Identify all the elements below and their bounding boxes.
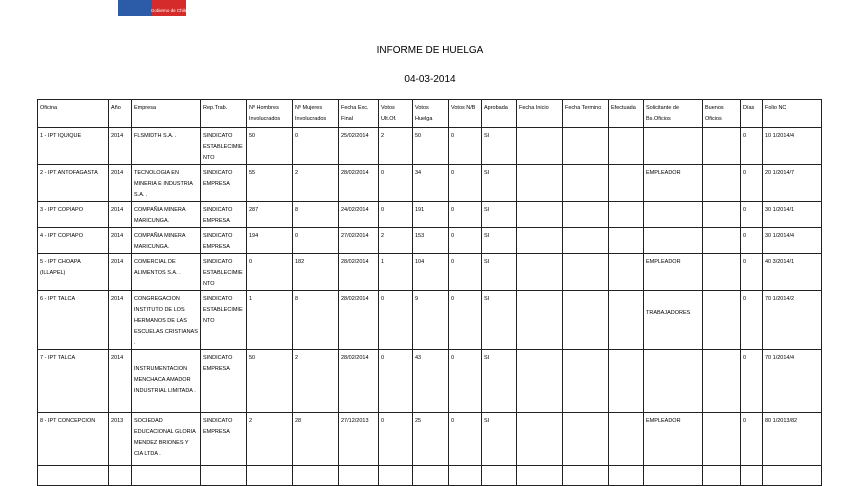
table-cell: 2014 xyxy=(109,128,132,165)
table-cell: 0 xyxy=(379,413,413,466)
table-cell: 24/02/2014 xyxy=(339,202,379,228)
table-cell: SI xyxy=(482,128,517,165)
table-cell: SINDICATO EMPRESA xyxy=(201,413,247,466)
table-cell: 70 1/2014/2 xyxy=(763,291,822,350)
column-header: Oficina xyxy=(38,100,109,128)
column-header: Fecha Inicio xyxy=(517,100,563,128)
table-cell: SINDICATO EMPRESA xyxy=(201,165,247,202)
table-cell: 28/02/2014 xyxy=(339,165,379,202)
table-cell xyxy=(703,202,741,228)
column-header: Año xyxy=(109,100,132,128)
column-header: Fecha Termino xyxy=(563,100,609,128)
table-cell: 34 xyxy=(413,165,449,202)
table-cell: 70 1/2014/4 xyxy=(763,350,822,413)
table-row xyxy=(38,228,822,254)
table-cell xyxy=(741,466,763,486)
table-cell xyxy=(609,291,644,350)
table-cell: 8 xyxy=(293,291,339,350)
table-cell: TECNOLOGIA EN MINERIA E INDUSTRIA S.A. . xyxy=(132,165,201,202)
table-cell xyxy=(201,466,247,486)
table-cell: SI xyxy=(482,254,517,291)
table-cell: 2 - IPT ANTOFAGASTA xyxy=(38,165,109,202)
table-cell xyxy=(609,466,644,486)
table-cell: 0 xyxy=(449,350,482,413)
table-cell xyxy=(482,466,517,486)
table-cell xyxy=(563,202,609,228)
table-cell: SI xyxy=(482,350,517,413)
table-cell: 0 xyxy=(247,254,293,291)
column-header: Aprobada xyxy=(482,100,517,128)
table-cell: 2014 xyxy=(109,228,132,254)
table-cell: 8 - IPT CONCEPCION xyxy=(38,413,109,466)
table-cell: 2013 xyxy=(109,413,132,466)
table-cell: SINDICATO ESTABLECIMIENTO xyxy=(201,254,247,291)
table-cell: SINDICATO ESTABLECIMIENTO xyxy=(201,128,247,165)
table-cell: 80 1/2013/82 xyxy=(763,413,822,466)
gobierno-logo xyxy=(118,0,186,16)
table-cell: EMPLEADOR xyxy=(644,254,703,291)
logo-blue-block xyxy=(118,0,152,16)
table-cell: 153 xyxy=(413,228,449,254)
table-cell xyxy=(449,466,482,486)
table-cell: 182 xyxy=(293,254,339,291)
table-cell: 191 xyxy=(413,202,449,228)
table-cell: 27/12/2013 xyxy=(339,413,379,466)
table-cell: 0 xyxy=(741,350,763,413)
table-cell: 0 xyxy=(379,350,413,413)
table-cell: 40 3/2014/1 xyxy=(763,254,822,291)
table-row xyxy=(38,202,822,228)
table-header-row xyxy=(38,100,822,128)
table-cell xyxy=(703,254,741,291)
table-cell xyxy=(609,128,644,165)
column-header: Votos Ult.Of. xyxy=(379,100,413,128)
table-cell: 1 xyxy=(379,254,413,291)
table-cell: 6 - IPT TALCA xyxy=(38,291,109,350)
table-cell: 1 xyxy=(247,291,293,350)
table-cell: 0 xyxy=(741,228,763,254)
table-cell: 0 xyxy=(741,202,763,228)
table-cell: SI xyxy=(482,413,517,466)
column-header: Rep.Trab. xyxy=(201,100,247,128)
report-title: INFORME DE HUELGA xyxy=(376,45,484,56)
table-cell: 3 - IPT COPIAPO xyxy=(38,202,109,228)
table-cell: 0 xyxy=(379,165,413,202)
table-cell: SINDICATO EMPRESA xyxy=(201,202,247,228)
table-cell: EMPLEADOR xyxy=(644,165,703,202)
column-header: Solicitante de Bs.Oficios xyxy=(644,100,703,128)
table-row xyxy=(38,165,822,202)
table-cell: SI xyxy=(482,228,517,254)
table-cell: COMPAÑIA MINERA MARICUNGA. xyxy=(132,202,201,228)
logo-text: Gobierno de Chile xyxy=(152,0,186,16)
column-header: Nº Hombres Involucrados xyxy=(247,100,293,128)
table-cell: 2 xyxy=(247,413,293,466)
table-cell: SINDICATO ESTABLECIMIENTO xyxy=(201,291,247,350)
table-cell xyxy=(517,291,563,350)
table-cell: 194 xyxy=(247,228,293,254)
table-cell: 30 1/2014/1 xyxy=(763,202,822,228)
table-cell xyxy=(703,291,741,350)
table-cell xyxy=(293,466,339,486)
table-cell xyxy=(644,202,703,228)
table-cell: 0 xyxy=(449,128,482,165)
table-cell: 0 xyxy=(379,291,413,350)
table-cell xyxy=(644,228,703,254)
table-cell xyxy=(703,350,741,413)
table-row xyxy=(38,466,822,486)
table-cell: 0 xyxy=(741,413,763,466)
table-cell: 0 xyxy=(741,128,763,165)
table-cell xyxy=(413,466,449,486)
table-cell xyxy=(109,466,132,486)
table-cell: EMPLEADOR xyxy=(644,413,703,466)
table-cell: SI xyxy=(482,165,517,202)
table-cell: 0 xyxy=(741,165,763,202)
table-cell xyxy=(517,413,563,466)
table-cell: 0 xyxy=(449,254,482,291)
table-cell xyxy=(763,466,822,486)
table-row xyxy=(38,350,822,413)
table-cell xyxy=(563,128,609,165)
table-cell: 28 xyxy=(293,413,339,466)
table-cell: 0 xyxy=(293,228,339,254)
table-cell xyxy=(703,466,741,486)
table-cell: 0 xyxy=(449,413,482,466)
table-cell: 28/02/2014 xyxy=(339,254,379,291)
table-cell: 8 xyxy=(293,202,339,228)
table-cell: 2 xyxy=(379,128,413,165)
table-cell: SINDICATO EMPRESA xyxy=(201,350,247,413)
table-cell: 28/02/2014 xyxy=(339,291,379,350)
table-cell xyxy=(644,350,703,413)
column-header: Votos N/B xyxy=(449,100,482,128)
table-cell xyxy=(247,466,293,486)
column-header: Fecha Exc. Final xyxy=(339,100,379,128)
table-cell: 2014 xyxy=(109,202,132,228)
table-row xyxy=(38,128,822,165)
table-cell: COMERCIAL DE ALIMENTOS S.A. . xyxy=(132,254,201,291)
table-cell xyxy=(563,466,609,486)
table-cell: 2 xyxy=(379,228,413,254)
table-cell xyxy=(703,228,741,254)
column-header: Folio NC xyxy=(763,100,822,128)
table-cell: 5 - IPT CHOAPA (ILLAPEL) xyxy=(38,254,109,291)
table-cell: 27/02/2014 xyxy=(339,228,379,254)
table-cell: 2014 xyxy=(109,291,132,350)
table-cell: SI xyxy=(482,291,517,350)
table-cell xyxy=(644,128,703,165)
table-cell: 50 xyxy=(247,128,293,165)
table-cell: 9 xyxy=(413,291,449,350)
table-cell xyxy=(517,228,563,254)
column-header: Empresa xyxy=(132,100,201,128)
table-row xyxy=(38,291,822,350)
report-date: 04-03-2014 xyxy=(404,74,456,85)
table-cell: INSTRUMENTACION MENCHACA AMADOR INDUSTRIAL LIMITADA . xyxy=(132,350,201,413)
table-cell xyxy=(703,128,741,165)
column-header: Días xyxy=(741,100,763,128)
table-cell xyxy=(563,413,609,466)
table-cell xyxy=(132,466,201,486)
column-header: Buenos Oficios xyxy=(703,100,741,128)
table-cell: 30 1/2014/4 xyxy=(763,228,822,254)
table-cell: SINDICATO EMPRESA xyxy=(201,228,247,254)
table-cell: 55 xyxy=(247,165,293,202)
table-cell: 50 xyxy=(247,350,293,413)
table-cell: 0 xyxy=(379,202,413,228)
table-cell xyxy=(339,466,379,486)
table-cell xyxy=(563,228,609,254)
column-header: Votos Huelga xyxy=(413,100,449,128)
table-cell: 50 xyxy=(413,128,449,165)
table-cell: FLSMIDTH S.A. . xyxy=(132,128,201,165)
table-cell: 2014 xyxy=(109,350,132,413)
table-cell: SOCIEDAD EDUCACIONAL GLORIA MENDEZ BRIONES Y CIA LTDA . xyxy=(132,413,201,466)
table-cell: 0 xyxy=(741,254,763,291)
table-cell xyxy=(379,466,413,486)
table-cell: SI xyxy=(482,202,517,228)
table-cell xyxy=(609,228,644,254)
table-cell: 2 xyxy=(293,350,339,413)
table-cell: 1 - IPT IQUIQUE xyxy=(38,128,109,165)
table-cell: CONGREGACION INSTITUTO DE LOS HERMANOS DE LAS ESCUELAS CRISTIANAS . xyxy=(132,291,201,350)
table-cell: 2014 xyxy=(109,165,132,202)
strike-report-table xyxy=(37,99,822,486)
table-cell: 7 - IPT TALCA xyxy=(38,350,109,413)
table-cell xyxy=(609,165,644,202)
table-cell xyxy=(563,254,609,291)
table-cell: 0 xyxy=(449,291,482,350)
table-cell xyxy=(517,128,563,165)
table-cell xyxy=(517,165,563,202)
table-cell xyxy=(563,165,609,202)
table-cell: 28/02/2014 xyxy=(339,350,379,413)
table-cell xyxy=(563,291,609,350)
table-cell: COMPAÑIA MINERA MARICUNGA. xyxy=(132,228,201,254)
table-cell xyxy=(609,350,644,413)
table-row xyxy=(38,413,822,466)
table-cell: 2014 xyxy=(109,254,132,291)
table-cell xyxy=(609,254,644,291)
table-cell: 0 xyxy=(741,291,763,350)
table-cell: 0 xyxy=(293,128,339,165)
table-cell: 10 1/2014/4 xyxy=(763,128,822,165)
table-cell xyxy=(703,413,741,466)
table-cell xyxy=(563,350,609,413)
table-cell: 287 xyxy=(247,202,293,228)
table-cell: 4 - IPT COPIAPO xyxy=(38,228,109,254)
column-header: Nº Mujeres Involucrados xyxy=(293,100,339,128)
column-header: Efectuada xyxy=(609,100,644,128)
table-cell: 0 xyxy=(449,202,482,228)
table-cell: 25 xyxy=(413,413,449,466)
table-cell xyxy=(609,202,644,228)
table-cell xyxy=(703,165,741,202)
table-cell xyxy=(517,254,563,291)
table-cell: 20 1/2014/7 xyxy=(763,165,822,202)
table-cell xyxy=(38,466,109,486)
table-cell: 0 xyxy=(449,165,482,202)
table-cell xyxy=(517,466,563,486)
table-row xyxy=(38,254,822,291)
table-cell: 2 xyxy=(293,165,339,202)
table-cell xyxy=(517,202,563,228)
table-cell: 43 xyxy=(413,350,449,413)
table-cell xyxy=(644,466,703,486)
table-cell: TRABAJADORES xyxy=(644,291,703,350)
table-cell: 104 xyxy=(413,254,449,291)
table-cell: 25/02/2014 xyxy=(339,128,379,165)
table-cell: 0 xyxy=(449,228,482,254)
table-cell xyxy=(609,413,644,466)
table-cell xyxy=(517,350,563,413)
